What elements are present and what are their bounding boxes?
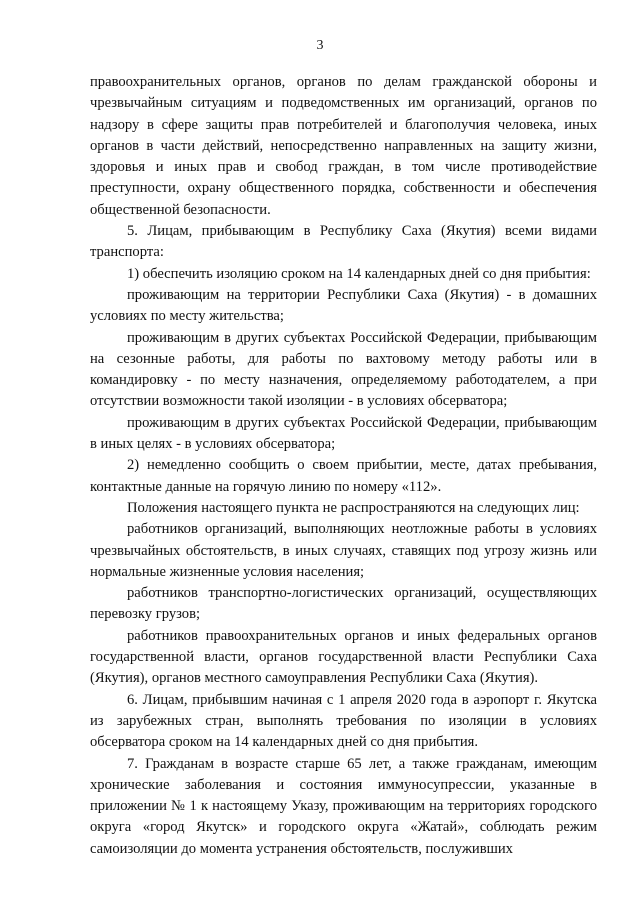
page-number: 3	[316, 38, 324, 53]
paragraph-item-7: 7. Гражданам в возрасте старше 65 лет, а также гражданам, имеющим хронические заболевания и состояния иммуносупрессии, указанные в приложении № 1 к настоящему Указу, проживающим на территориях городского округа «город Якутск» и городского округа «Жатай», соблюдать режим самоизоляции до момента устранения обстоятельств, послуживших	[90, 755, 597, 857]
paragraph-subitem-1: 1) обеспечить изоляцию сроком на 14 календарных дней со дня прибытия:	[127, 265, 591, 282]
paragraph-subitem-2: 2) немедленно сообщить о своем прибытии, месте, датах пребывания, контактные данные на горячую линию по номеру «112».	[90, 457, 597, 495]
paragraph-item-5: 5. Лицам, прибывающим в Республику Саха (Якутия) всеми видами транспорта:	[90, 223, 597, 261]
paragraph-other-purposes: проживающим в других субъектах Российской Федерации, прибывающим в иных целях - в условиях обсерватора;	[90, 414, 597, 453]
paragraph-residents-home: проживающим на территории Республики Саха (Якутия) - в домашних условиях по месту жительства;	[90, 286, 597, 325]
paragraph-government-workers: работников правоохранительных органов и иных федеральных органов государственной власти, органов государственной власти Республики Саха (Якутия), органов местного самоуправления Республики Саха (Якутия).	[90, 627, 597, 687]
paragraph-emergency-workers: работников организаций, выполняющих неотложные работы в условиях чрезвычайных обстоятельств, в иных случаях, ставящих под угрозу жизнь или нормальные жизненные условия населения;	[90, 521, 597, 580]
paragraph-continuation: правоохранительных органов, органов по делам гражданской обороны и чрезвычайным ситуациям и подведомственных им организаций, органов по надзору в сфере защиты прав потребителей и благополучия человека, иных органов в части действий, непосредственно направленных на защиту жизни, здоровья и иных прав и свобод граждан, в том числе противодействие преступности, охрану общественного порядка, собственности и обеспечения общественной безопасности.	[90, 74, 597, 218]
paragraph-exceptions: Положения настоящего пункта не распространяются на следующих лиц:	[127, 499, 580, 516]
document-body	[90, 72, 597, 860]
paragraph-logistics-workers: работников транспортно-логистических организаций, осуществляющих перевозку грузов;	[90, 585, 597, 623]
paragraph-item-6: 6. Лицам, прибывшим начиная с 1 апреля 2020 года в аэропорт г. Якутска из зарубежных стран, выполнять требования по изоляции в условиях обсерватора сроком на 14 календарных дней со дня прибытия.	[90, 691, 597, 751]
paragraph-seasonal-workers: проживающим в других субъектах Российской Федерации, прибывающим на сезонные работы, для работы по вахтовому методу работы или в командировку - по месту назначения, определяемому работодателем, а при отсутствии возможности такой изоляции - в условиях обсерватора;	[90, 329, 597, 410]
